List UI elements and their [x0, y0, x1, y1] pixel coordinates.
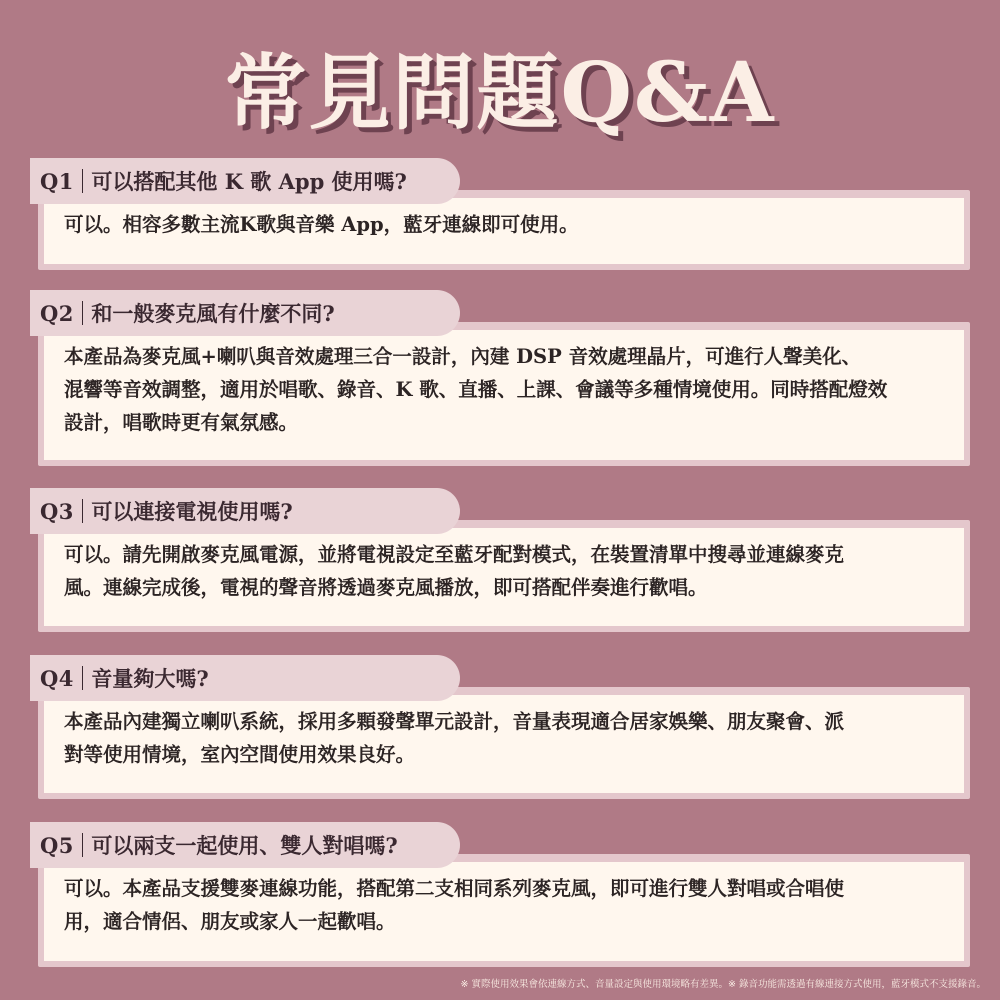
- question-pill: [30, 158, 460, 204]
- answer-text: 本產品內建獨立喇叭系統，採用多顆發聲單元設計，音量表現適合居家娛樂、朋友聚會、派 對等使用情境，室內空間使用效果良好。: [44, 695, 964, 793]
- qa-item-3: [30, 488, 970, 632]
- answer-text: 本產品為麥克風+喇叭與音效處理三合一設計，內建 DSP 音效處理晶片，可進行人聲美化、 混響等音效調整，適用於唱歌、錄音、K 歌、直播、上課、會議等多種情境使用。同時搭配燈效 設計，唱歌時更有氣氛感。: [44, 330, 964, 460]
- page-title: 常見問題Q&A: [224, 45, 776, 141]
- question-text: 可以兩支一起使用、雙人對唱嗎?: [91, 833, 398, 858]
- answer-box: [38, 854, 970, 967]
- question-number: Q3: [40, 498, 74, 524]
- qa-item-1: [30, 158, 970, 270]
- question-number: Q4: [40, 665, 74, 691]
- question-text: 可以連接電視使用嗎?: [91, 499, 293, 524]
- footnote: ※ 實際使用效果會依連線方式、音量設定與使用環境略有差異。※ 錄音功能需透過有線連接方式使用，藍牙模式不支援錄音。: [460, 979, 986, 990]
- question-pill: [30, 488, 460, 534]
- answer-text: 可以。本產品支援雙麥連線功能，搭配第二支相同系列麥克風，即可進行雙人對唱或合唱使 用，適合情侶、朋友或家人一起歡唱。: [44, 862, 964, 961]
- qa-item-4: [30, 655, 970, 799]
- question-pill: [30, 655, 460, 701]
- answer-box: [38, 520, 970, 632]
- answer-text: 可以。請先開啟麥克風電源，並將電視設定至藍牙配對模式，在裝置清單中搜尋並連線麥克 風。連線完成後，電視的聲音將透過麥克風播放，即可搭配伴奏進行歡唱。: [44, 528, 964, 626]
- question-text: 可以搭配其他 K 歌 App 使用嗎?: [91, 169, 407, 194]
- separator: [82, 169, 84, 193]
- question-number: Q1: [40, 168, 74, 194]
- question-pill: [30, 290, 460, 336]
- question-number: Q5: [40, 832, 74, 858]
- separator: [82, 833, 84, 857]
- question-number: Q2: [40, 300, 74, 326]
- question-text: 和一般麥克風有什麼不同?: [91, 301, 335, 326]
- answer-text: 可以。相容多數主流K歌與音樂 App，藍牙連線即可使用。: [44, 198, 964, 264]
- separator: [82, 499, 84, 523]
- question-pill: [30, 822, 460, 868]
- question-text: 音量夠大嗎?: [91, 666, 209, 691]
- qa-item-5: [30, 822, 970, 967]
- separator: [82, 301, 84, 325]
- separator: [82, 666, 84, 690]
- qa-item-2: [30, 290, 970, 466]
- answer-box: [38, 322, 970, 466]
- answer-box: [38, 687, 970, 799]
